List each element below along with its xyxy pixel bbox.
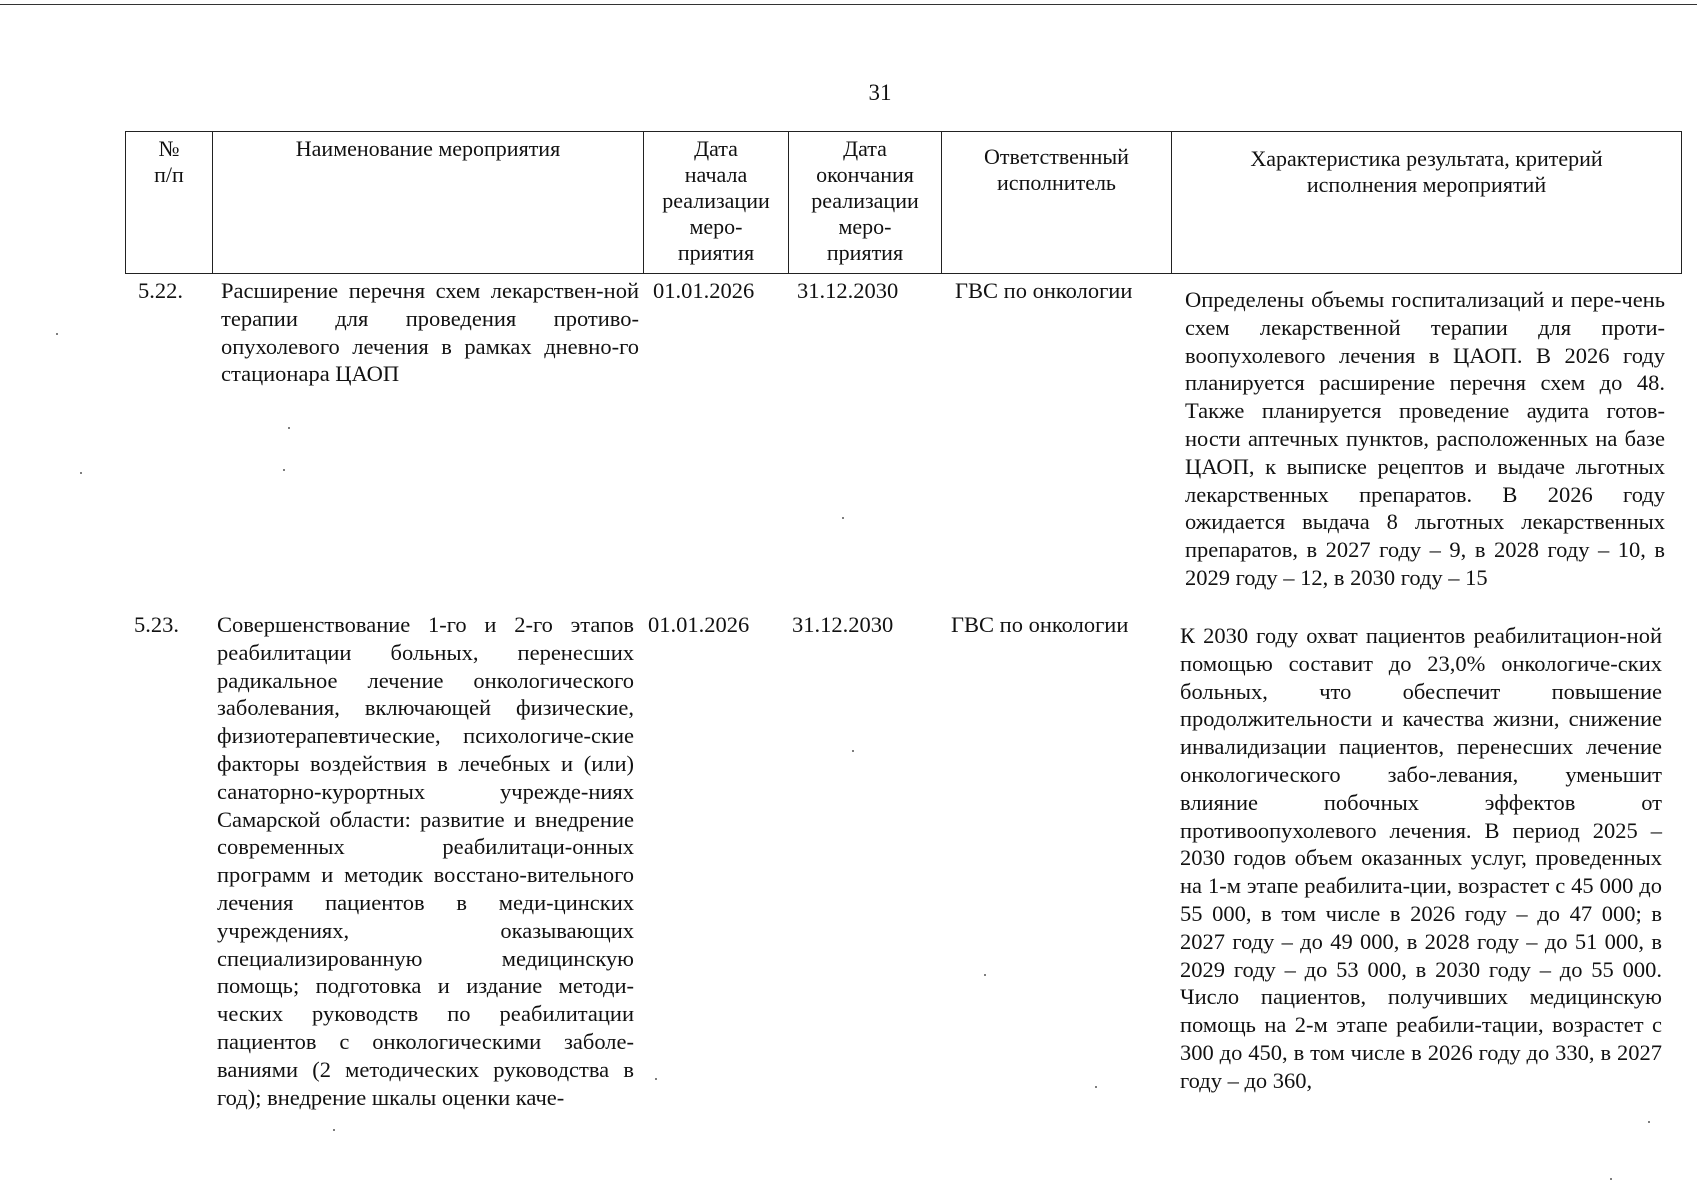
row-name: Совершенствование 1-го и 2-го этапов реабилитации больных, перенесших радикальное лечение онкологического заболевания, включающей физические, физиотерапевтические, психологиче-ские факторы воздействия в лечебных и (или) санаторно-курортных учрежде-ниях Самарской области: развитие и внедрение современных реабилитаци-онных программ и методик восстано-вительного лечения пациентов в меди-цинских учреждениях, оказывающих специализированную медицинскую помощь; подготовка и издание методи-ческих руководств по реабилитации пациентов с онкологическими заболе-ваниями (2 методических руководства в год); внедрение шкалы оценки каче-: [217, 612, 634, 1110]
header-row: [126, 132, 1682, 274]
row-num: 5.22.: [138, 278, 183, 303]
top-rule: [0, 4, 1697, 5]
row-end-date: 31.12.2030: [792, 612, 894, 637]
scan-speck: [1610, 1178, 1612, 1180]
row-start-date: 01.01.2026: [653, 278, 755, 303]
page-number: 31: [868, 80, 892, 105]
header-start-date: Дата начала реализации меро- приятия: [644, 132, 789, 274]
row-num: 5.23.: [134, 612, 179, 637]
header-num: № п/п: [126, 132, 213, 274]
table-header: [125, 131, 1682, 274]
scan-speck: [80, 472, 82, 474]
header-responsible: Ответственный исполнитель: [942, 132, 1172, 274]
scan-speck: [333, 1129, 335, 1131]
scan-speck: [842, 517, 844, 519]
header-result: Характеристика результата, критерий исполнения мероприятий: [1172, 132, 1682, 274]
scan-speck: [288, 427, 290, 429]
scan-speck: [56, 333, 58, 335]
header-name: Наименование мероприятия: [213, 132, 644, 274]
row-responsible: ГВС по онкологии: [951, 612, 1129, 637]
row-responsible: ГВС по онкологии: [955, 278, 1133, 303]
row-start-date: 01.01.2026: [648, 612, 750, 637]
scan-speck: [852, 750, 854, 752]
row-end-date: 31.12.2030: [797, 278, 899, 303]
scan-speck: [1095, 1086, 1097, 1088]
scan-speck: [655, 1078, 657, 1080]
row-name: Расширение перечня схем лекарствен-ной терапии для проведения противо-опухолевого лечения в рамках дневно-го стационара ЦАОП: [221, 278, 639, 387]
header-end-date: Дата окончания реализации меро- приятия: [789, 132, 942, 274]
row-result: К 2030 году охват пациентов реабилитацион-ной помощью составит до 23,0% онкологиче-ских больных, что обеспечит повышение продолжительности и качества жизни, снижение инвалидизации пациентов, перенесших лечение онкологического забо-левания, уменьшит влияние побочных эффектов от противоопухолевого лечения. В период 2025 – 2030 годов объем оказанных услуг, проведенных на 1-м этапе реабилита-ции, возрастет с 45 000 до 55 000, в том числе в 2026 году – до 47 000; в 2027 году – до 49 000, в 2028 году – до 51 000, в 2029 году – до 53 000, в 2030 году – до 55 000. Число пациентов, получивших медицинскую помощь на 2-м этапе реабили-тации, возрастет с 300 до 450, в том числе в 2026 году до 330, в 2027 году – до 360,: [1180, 623, 1662, 1093]
scan-speck: [283, 469, 285, 471]
scan-speck: [984, 974, 986, 976]
row-result: Определены объемы госпитализаций и пере-чень схем лекарственной терапии для проти-воопухолевого лечения в ЦАОП. В 2026 году планируется расширение перечня схем до 48. Также планируется проведение аудита готов-ности аптечных пунктов, расположенных на базе ЦАОП, к выписке рецептов и выдаче льготных лекарственных препаратов. В 2026 году ожидается выдача 8 льготных лекарственных препаратов, в 2027 году – 9, в 2028 году – 10, в 2029 году – 12, в 2030 году – 15: [1185, 287, 1665, 590]
scan-speck: [1648, 1121, 1650, 1123]
